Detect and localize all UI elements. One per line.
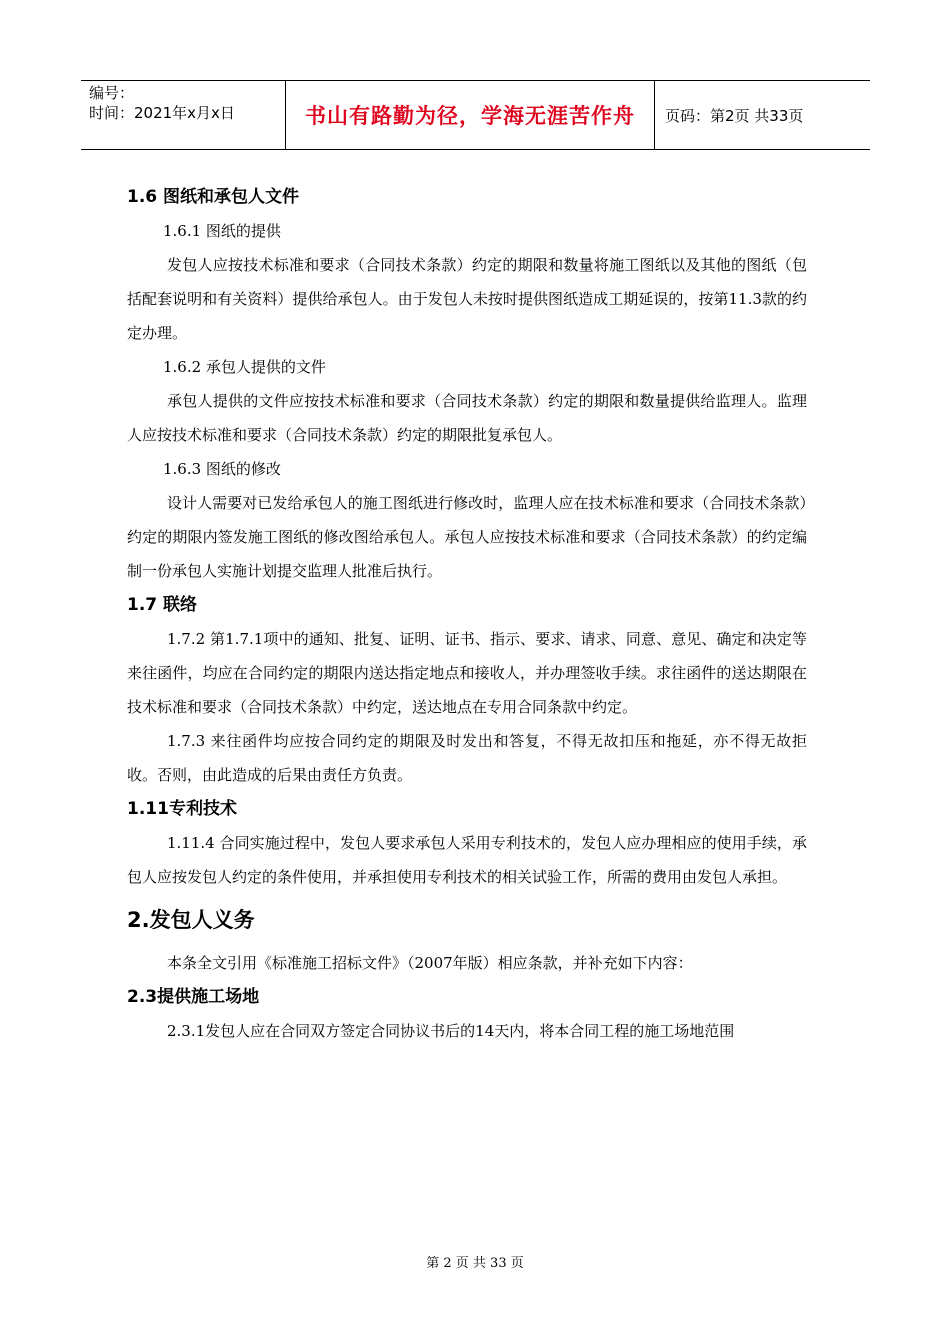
- section-1-7-3-text: 1.7.3 来往函件均应按合同约定的期限及时发出和答复，不得无故扣压和拖延，亦不得无故拒收。否则，由此造成的后果由责任方负责。: [127, 732, 807, 784]
- document-body: [127, 180, 807, 1048]
- doc-number-label: 编号：: [89, 84, 135, 102]
- section-2-intro: 本条全文引用《标准施工招标文件》（2007年版）相应条款，并补充如下内容：: [167, 954, 693, 972]
- section-1-6-title: 1.6 图纸和承包人文件: [127, 187, 300, 207]
- section-2-title: 2.发包人义务: [127, 908, 255, 932]
- header-meta: [81, 81, 286, 149]
- page-header: [81, 80, 870, 150]
- section-1-6-3-text: 设计人需要对已发给承包人的施工图纸进行修改时，监理人应在技术标准和要求（合同技术条款）约定的期限内签发施工图纸的修改图给承包人。承包人应按技术标准和要求（合同技术条款）的约定编制一份承包人实施计划提交监理人批准后执行。: [127, 494, 807, 580]
- section-1-7-title: 1.7 联络: [127, 595, 198, 615]
- section-1-6-3-title: 1.6.3 图纸的修改: [163, 460, 281, 478]
- section-2-3-title: 2.3提供施工场地: [127, 987, 260, 1007]
- section-1-6-2-title: 1.6.2 承包人提供的文件: [163, 358, 326, 376]
- section-1-6-1-text: 发包人应按技术标准和要求（合同技术条款）约定的期限和数量将施工图纸以及其他的图纸（包括配套说明和有关资料）提供给承包人。由于发包人未按时提供图纸造成工期延误的，按第11.3款的约定办理。: [127, 256, 807, 342]
- section-1-6-2-text: 承包人提供的文件应按技术标准和要求（合同技术条款）约定的期限和数量提供给监理人。监理人应按技术标准和要求（合同技术条款）约定的期限批复承包人。: [127, 392, 807, 444]
- header-page-info: 页码：第2页 共33页: [665, 106, 804, 125]
- section-1-11-4-text: 1.11.4 合同实施过程中，发包人要求承包人采用专利技术的，发包人应办理相应的使用手续，承包人应按发包人约定的条件使用，并承担使用专利技术的相关试验工作，所需的费用由发包人承担。: [127, 834, 807, 886]
- section-1-11-title: 1.11专利技术: [127, 799, 237, 819]
- section-1-6-1-title: 1.6.1 图纸的提供: [163, 222, 281, 240]
- section-1-7-2-text: 1.7.2 第1.7.1项中的通知、批复、证明、证书、指示、要求、请求、同意、意见、确定和决定等来往函件，均应在合同约定的期限内送达指定地点和接收人，并办理签收手续。求往函件的送达期限在技术标准和要求（合同技术条款）中约定，送达地点在专用合同条款中约定。: [127, 630, 807, 716]
- page-footer: 第 2 页 共 33 页: [426, 1256, 524, 1271]
- doc-time-label: 时间：2021年x月x日: [89, 104, 235, 122]
- section-2-3-1-text: 2.3.1发包人应在合同双方签定合同协议书后的14天内，将本合同工程的施工场地范围: [167, 1022, 735, 1040]
- header-motto: 书山有路勤为径，学海无涯苦作舟: [286, 81, 655, 149]
